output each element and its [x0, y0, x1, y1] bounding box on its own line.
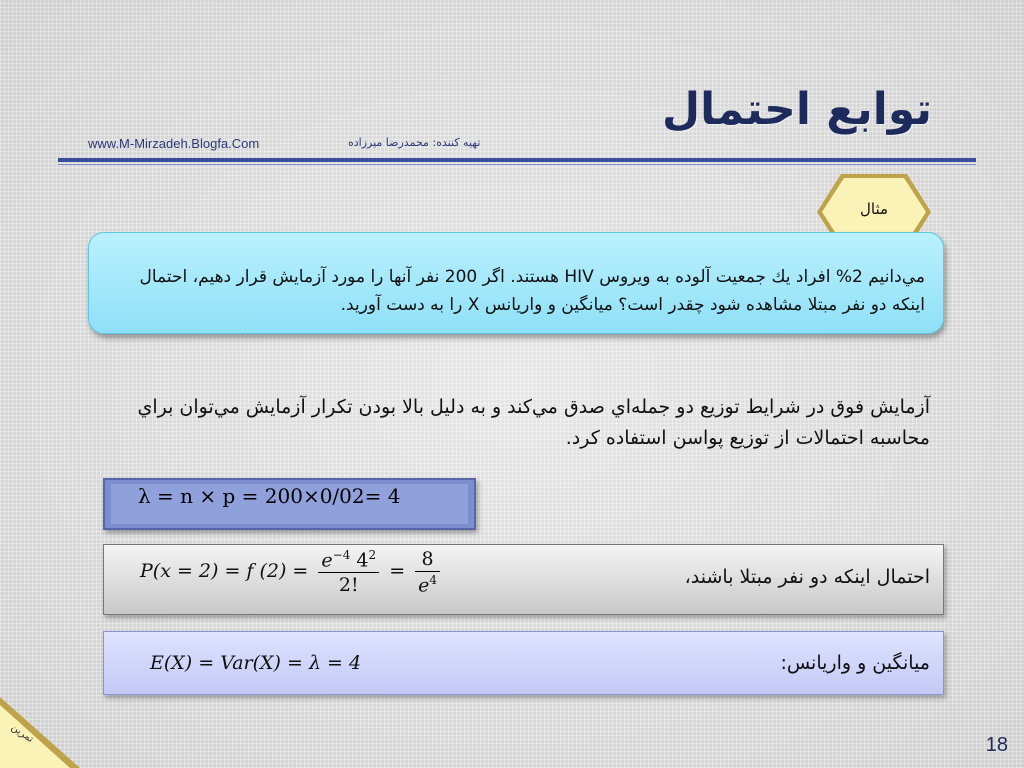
- frac2-den-exp: 4: [429, 573, 438, 587]
- frac2-den-base: e: [418, 574, 430, 597]
- fraction-result: [415, 548, 440, 596]
- probability-formula: [140, 548, 444, 612]
- frac1-num-exp: −4: [332, 548, 351, 562]
- page-title: توابع احتمال: [661, 84, 932, 135]
- frac1-num-rest: 4: [356, 549, 369, 572]
- frac1-num-base: e: [321, 549, 333, 572]
- frac1-den: 2!: [338, 574, 359, 597]
- probability-equals: =: [389, 560, 406, 583]
- example-box: مي‌دانيم 2% افراد يك جمعيت آلوده به ويروس HIV هستند. اگر 200 نفر آنها را مورد آزمايش قرار دهيم، احتمال اينكه دو نفر مبتلا مشاهده شود چقدر است؟ ميانگين و واريانس X را به دست آوريد.: [88, 232, 944, 334]
- website-link: www.M-Mirzadeh.Blogfa.Com: [88, 136, 260, 151]
- example-badge-label: مثال: [859, 200, 889, 218]
- probability-label: احتمال اينكه دو نفر مبتلا باشند،: [684, 566, 930, 588]
- mean-variance-formula: E(X) = Var(X) = λ = 4: [150, 652, 362, 674]
- fraction-poisson: [318, 548, 379, 596]
- header-rule-thin: [58, 164, 976, 165]
- mean-variance-label: ميانگين و واريانس:: [780, 652, 930, 674]
- lambda-formula: λ = n × p = 200×0/02= 4: [138, 484, 401, 508]
- page-number: 18: [985, 734, 1008, 756]
- exercise-corner-label[interactable]: تمرين: [9, 721, 36, 746]
- header-rule: [58, 158, 976, 162]
- frac1-num-exp2: 2: [368, 548, 377, 562]
- author-credit: تهيه كننده: محمدرضا ميرزاده: [348, 136, 481, 149]
- frac2-num: 8: [415, 548, 440, 572]
- explanation-paragraph: آزمايش فوق در شرايط توزيع دو جمله‌اي صدق مي‌كند و به دليل بالا بودن تكرار آزمايش مي‌توان براي محاسبه احتمالات از توزيع پواسن استفاده كرد.: [137, 396, 930, 449]
- probability-lhs: P(x = 2) = f (2) =: [140, 560, 309, 583]
